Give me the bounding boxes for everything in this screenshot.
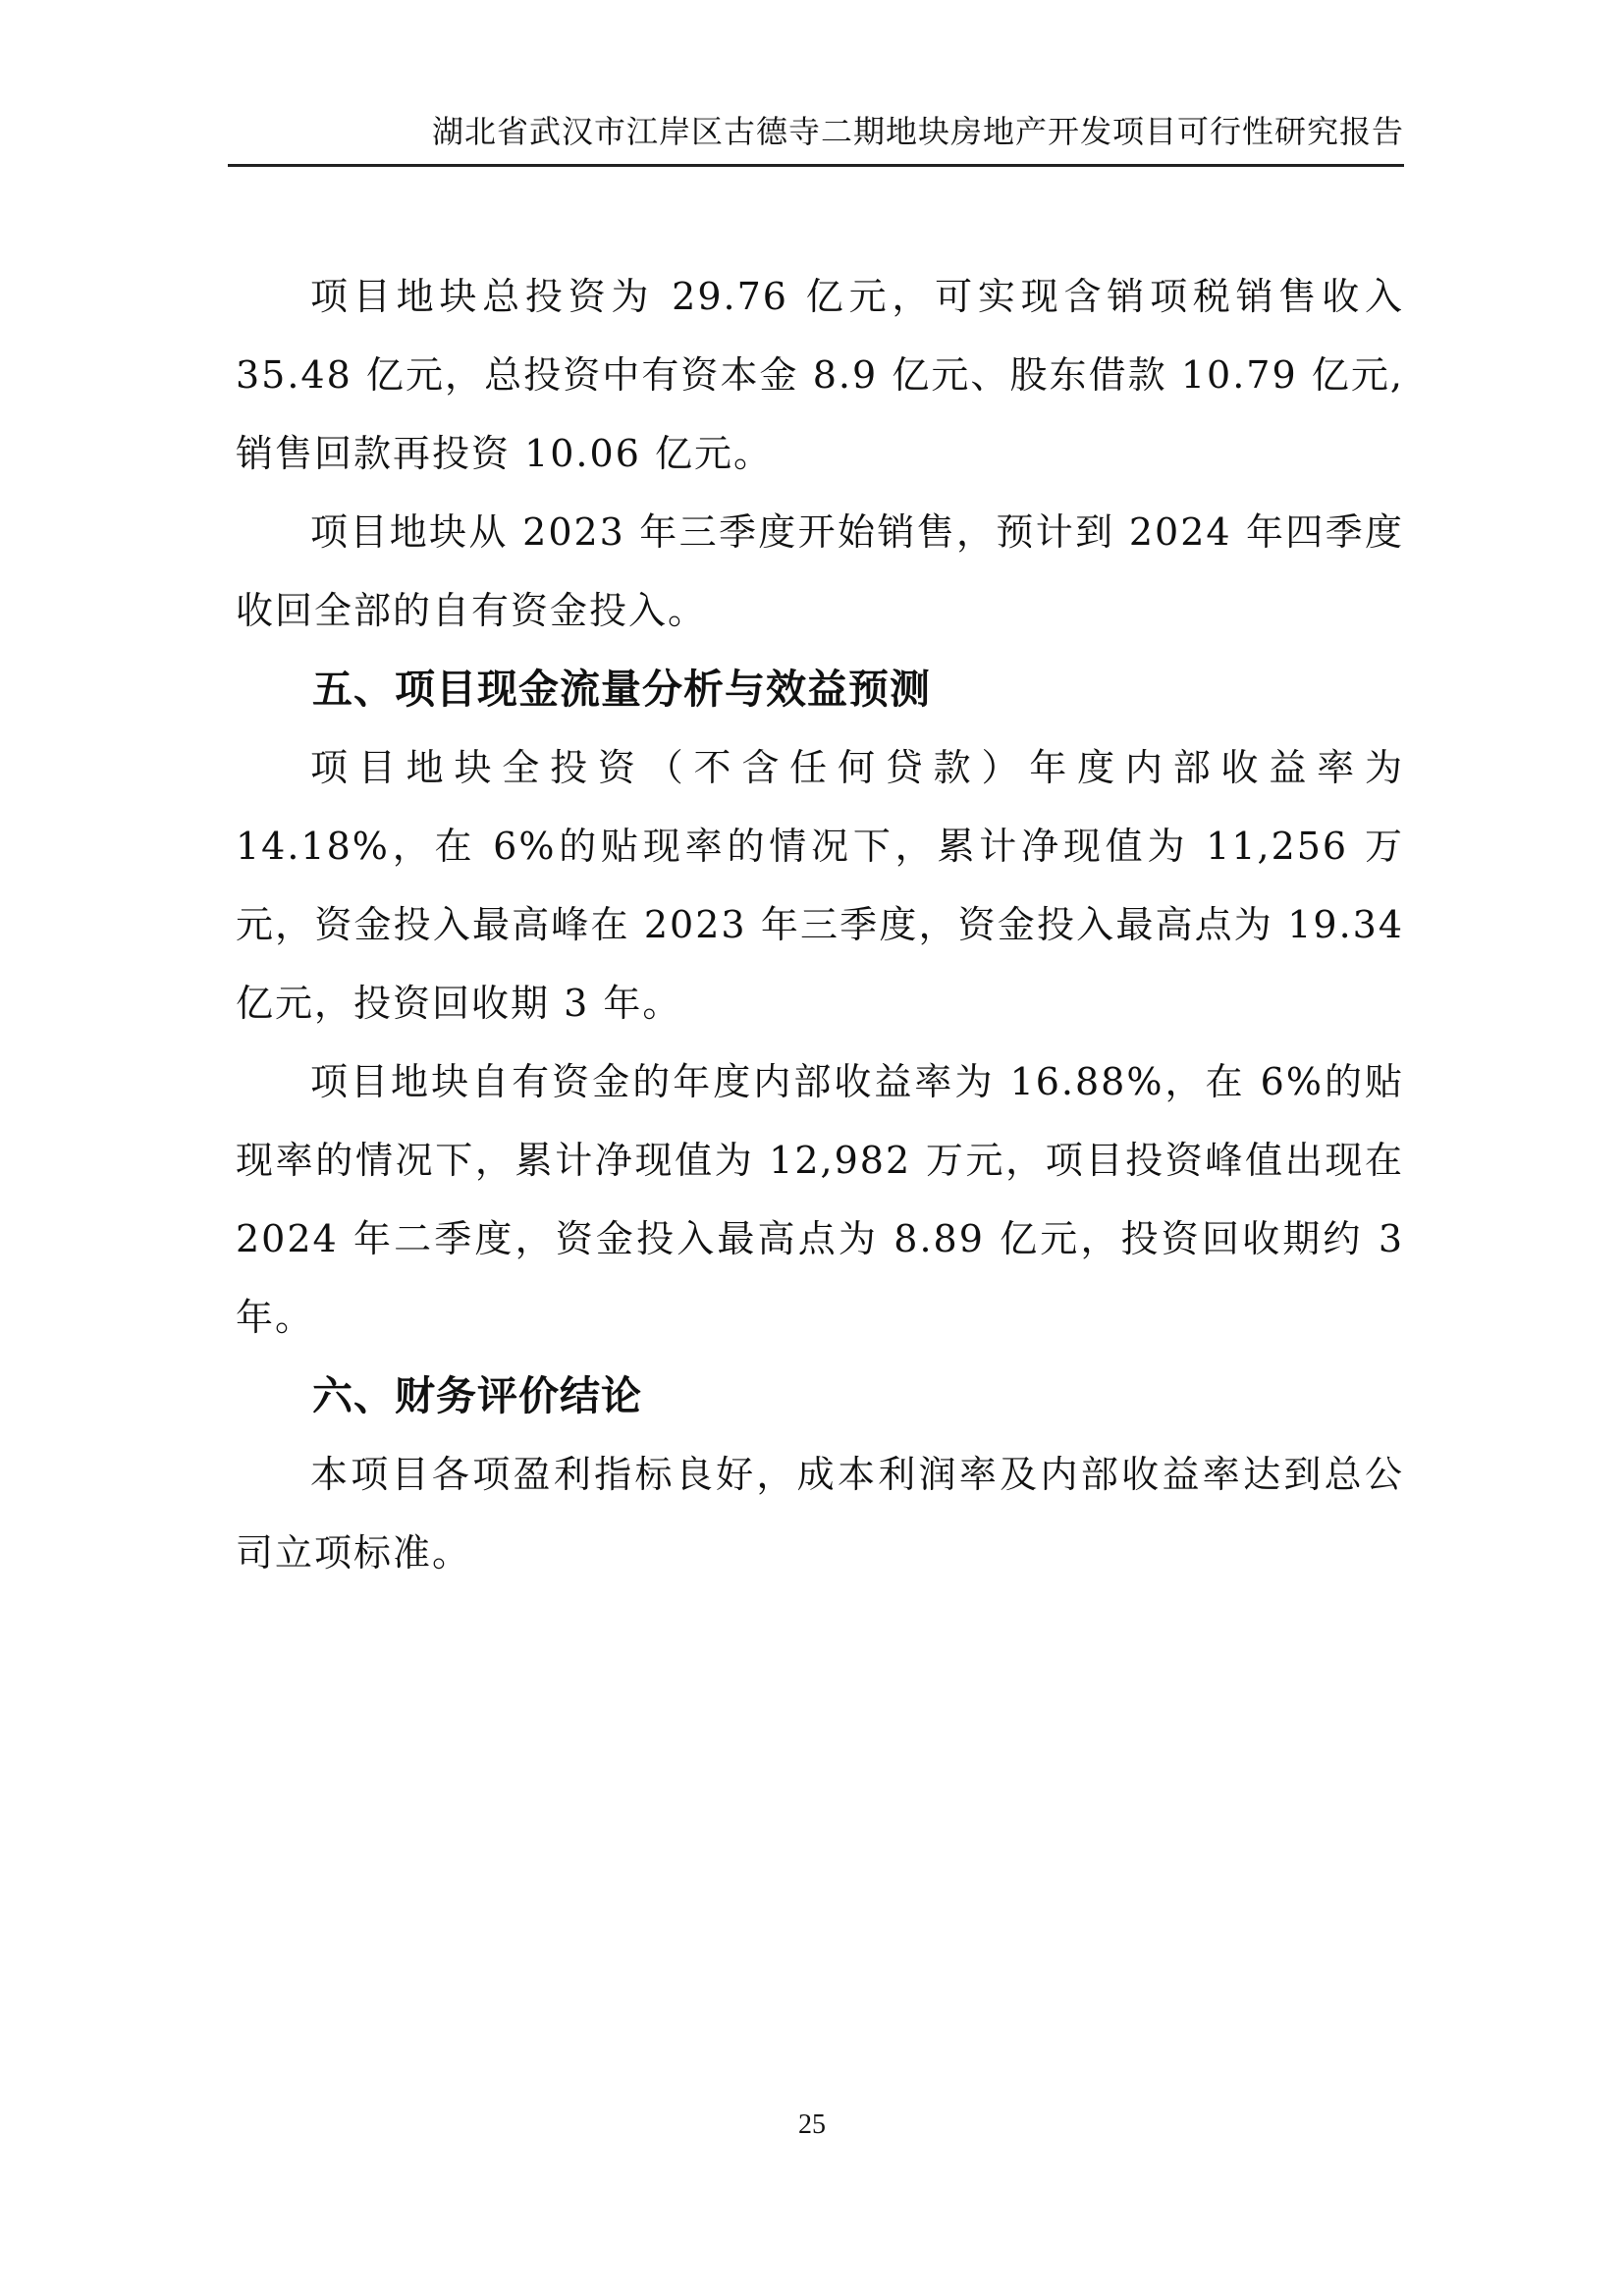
- paragraph-full-investment-irr: 项目地块全投资（不含任何贷款）年度内部收益率为 14.18%，在 6%的贴现率的情况下，累计净现值为 11,256 万元，资金投入最高峰在 2023 年三季度，资金投入最高点为 19.34 亿元，投资回收期 3 年。: [236, 746, 1404, 1025]
- page-number: 25: [798, 2109, 826, 2140]
- page-header: [228, 106, 1404, 167]
- paragraph-total-investment: 项目地块总投资为 29.76 亿元，可实现含销项税销售收入 35.48 亿元，总投资中有资本金 8.9 亿元、股东借款 10.79 亿元,销售回款再投资 10.06 亿元。: [236, 275, 1404, 475]
- page-body: [236, 257, 1404, 1592]
- section-heading-conclusion: 六、财务评价结论: [312, 1372, 642, 1419]
- paragraph-sales-schedule: 项目地块从 2023 年三季度开始销售，预计到 2024 年四季度收回全部的自有资金投入。: [236, 510, 1404, 632]
- paragraph-own-funds-irr: 项目地块自有资金的年度内部收益率为 16.88%，在 6%的贴现率的情况下，累计净现值为 12,982 万元，项目投资峰值出现在 2024 年二季度，资金投入最高点为 8.89 亿元，投资回收期约 3 年。: [236, 1060, 1404, 1339]
- section-heading-cash-flow: 五、项目现金流量分析与效益预测: [312, 666, 931, 713]
- report-title: 湖北省武汉市江岸区古德寺二期地块房地产开发项目可行性研究报告: [431, 113, 1404, 150]
- paragraph-conclusion: 本项目各项盈利指标良好，成本利润率及内部收益率达到总公司立项标准。: [236, 1453, 1404, 1575]
